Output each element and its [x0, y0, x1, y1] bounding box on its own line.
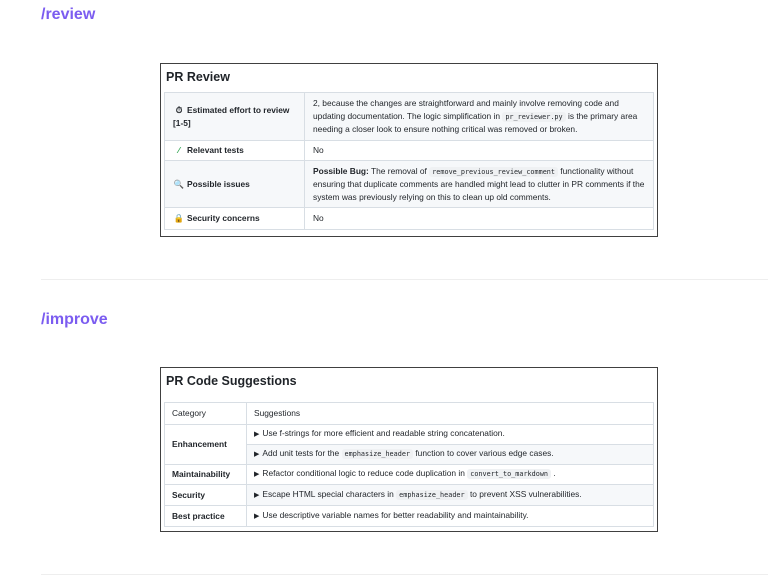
tests-label: Relevant tests [187, 145, 244, 156]
section-divider-2 [41, 574, 768, 575]
issues-label: Possible issues [187, 178, 250, 189]
section-divider-1 [41, 279, 768, 280]
category-best-practice: Best practice [165, 506, 247, 527]
suggestion-code: emphasize_header [396, 490, 467, 500]
effort-text-1: 2, because the changes are straightforward and mainly involve removing code and updating documentation. The logic simplification in [313, 98, 619, 121]
possible-bug-label: Possible Bug: [313, 165, 369, 176]
lock-icon: 🔒 [173, 213, 185, 224]
disclosure-triangle-icon[interactable]: ▶ [254, 431, 260, 439]
pr-review-card [160, 63, 658, 237]
issues-text-2: functionality without ensuring that duplicate comments are handled might lead to clutter in PR comments if the system was previously relying on this to clean up old comments. [313, 165, 645, 202]
category-security: Security [165, 485, 247, 506]
disclosure-triangle-icon[interactable]: ▶ [254, 451, 260, 459]
category-maintainability: Maintainability [165, 465, 247, 485]
tests-value: No [305, 141, 654, 161]
tests-label-cell [165, 141, 305, 161]
pr-review-title: PR Review [166, 70, 230, 84]
suggestion-text: Use f-strings for more efficient and readable string concatenation. [262, 428, 505, 439]
improve-section-heading: /improve [41, 311, 108, 328]
review-row-effort [165, 93, 654, 141]
suggestion-text: to prevent XSS vulnerabilities. [467, 488, 582, 499]
suggestions-header-row [165, 403, 654, 425]
issues-text-1: The removal of [368, 165, 430, 176]
issues-label-cell [165, 161, 305, 208]
pr-review-table [164, 92, 654, 230]
suggestion-item[interactable] [247, 506, 654, 527]
effort-code-file: pr_reviewer.py [502, 112, 565, 122]
review-row-tests [165, 141, 654, 161]
stopwatch-icon: ⏱ [175, 104, 183, 115]
effort-label: Estimated effort to review [1-5] [173, 104, 290, 128]
pr-code-suggestions-title: PR Code Suggestions [166, 374, 297, 388]
category-enhancement: Enhancement [165, 425, 247, 465]
security-value: No [305, 208, 654, 230]
security-label: Security concerns [187, 213, 260, 224]
suggestion-code: emphasize_header [342, 449, 413, 459]
suggestion-row [165, 425, 654, 445]
magnifier-icon: 🔍 [173, 178, 185, 189]
suggestion-item[interactable] [247, 485, 654, 506]
suggestion-item[interactable] [247, 465, 654, 485]
suggestion-text: Add unit tests for the [262, 448, 342, 459]
suggestions-header: Suggestions [247, 403, 654, 425]
disclosure-triangle-icon[interactable]: ▶ [254, 471, 260, 479]
review-row-issues [165, 161, 654, 208]
test-tube-icon: ⁄ [178, 145, 180, 156]
suggestion-text: Refactor conditional logic to reduce code duplication in [262, 468, 468, 479]
suggestion-text: Escape HTML special characters in [262, 488, 397, 499]
suggestion-item[interactable] [247, 445, 654, 465]
suggestion-row [165, 465, 654, 485]
disclosure-triangle-icon[interactable]: ▶ [254, 512, 260, 520]
suggestions-table [164, 402, 654, 527]
review-section-heading: /review [41, 6, 96, 23]
pr-code-suggestions-card [160, 367, 658, 532]
category-header: Category [165, 403, 247, 425]
suggestion-row [165, 506, 654, 527]
suggestion-code: convert_to_markdown [467, 469, 551, 479]
issues-value [305, 161, 654, 208]
review-row-security [165, 208, 654, 230]
effort-value [305, 93, 654, 141]
suggestion-text: function to cover various edge cases. [413, 448, 554, 459]
effort-label-cell [165, 93, 305, 141]
suggestion-item[interactable] [247, 425, 654, 445]
effort-text-2: is the primary area needing a closer look to ensure nothing critical was removed or broken. [313, 110, 638, 135]
suggestion-text: Use descriptive variable names for better readability and maintainability. [262, 509, 529, 520]
suggestion-text: . [551, 468, 556, 479]
security-label-cell [165, 208, 305, 230]
suggestion-row [165, 485, 654, 506]
disclosure-triangle-icon[interactable]: ▶ [254, 491, 260, 499]
issues-code-func: remove_previous_review_comment [429, 167, 558, 177]
